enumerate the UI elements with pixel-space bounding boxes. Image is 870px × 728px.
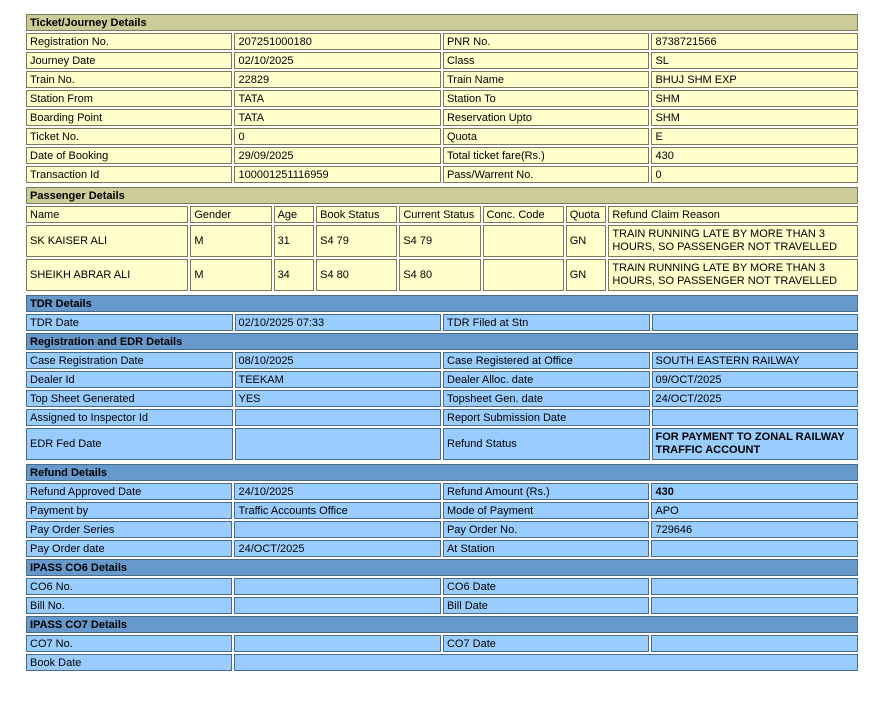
train-name-value: BHUJ SHM EXP	[651, 71, 858, 88]
reservation-upto-label: Reservation Upto	[443, 109, 649, 126]
passenger-current-status: S4 80	[399, 259, 480, 291]
refund-approved-date-value: 24/10/2025	[234, 483, 440, 500]
table-row	[26, 352, 858, 369]
transaction-id-label: Transaction Id	[26, 166, 232, 183]
bill-no-value	[234, 597, 440, 614]
bill-date-label: Bill Date	[443, 597, 649, 614]
refund-section-title: Refund Details	[26, 464, 858, 481]
topsheet-gen-date-label: Topsheet Gen. date	[443, 390, 650, 407]
pay-order-series-label: Pay Order Series	[26, 521, 232, 538]
co7-no-value	[234, 635, 440, 652]
tdr-status-report	[24, 12, 860, 673]
station-from-label: Station From	[26, 90, 232, 107]
table-row	[26, 314, 858, 331]
class-value: SL	[651, 52, 858, 69]
pay-order-date-label: Pay Order date	[26, 540, 232, 557]
pass-warrant-value: 0	[651, 166, 858, 183]
table-row	[26, 502, 858, 519]
table-row	[26, 128, 858, 145]
passenger-conc-code	[483, 259, 564, 291]
refund-approved-date-label: Refund Approved Date	[26, 483, 232, 500]
refund-amount-value: 430	[651, 483, 858, 500]
table-row	[26, 109, 858, 126]
co7-date-label: CO7 Date	[443, 635, 649, 652]
case-registration-date-value: 08/10/2025	[235, 352, 442, 369]
train-no-label: Train No.	[26, 71, 232, 88]
tdr-date-label: TDR Date	[26, 314, 233, 331]
refund-table	[24, 462, 860, 673]
column-header: Refund Claim Reason	[608, 206, 858, 223]
total-fare-value: 430	[651, 147, 858, 164]
passenger-row	[26, 225, 858, 257]
table-row	[26, 409, 858, 426]
table-row	[26, 33, 858, 50]
bill-no-label: Bill No.	[26, 597, 232, 614]
passenger-name: SK KAISER ALI	[26, 225, 188, 257]
ticket-no-value: 0	[234, 128, 440, 145]
station-from-value: TATA	[234, 90, 440, 107]
dealer-id-value: TEEKAM	[235, 371, 442, 388]
passenger-name: SHEIKH ABRAR ALI	[26, 259, 188, 291]
bill-date-value	[651, 597, 858, 614]
boarding-point-value: TATA	[234, 109, 440, 126]
journey-date-label: Journey Date	[26, 52, 232, 69]
transaction-id-value: 100001251116959	[234, 166, 440, 183]
table-row	[26, 390, 858, 407]
co7-no-label: CO7 No.	[26, 635, 232, 652]
table-row	[26, 371, 858, 388]
passenger-quota: GN	[566, 225, 607, 257]
assigned-inspector-label: Assigned to Inspector Id	[26, 409, 233, 426]
table-row	[26, 654, 858, 671]
ticket-section-title: Ticket/Journey Details	[26, 14, 858, 31]
quota-value: E	[651, 128, 858, 145]
payment-by-value: Traffic Accounts Office	[234, 502, 440, 519]
column-header: Name	[26, 206, 188, 223]
dealer-alloc-date-label: Dealer Alloc. date	[443, 371, 650, 388]
station-to-value: SHM	[651, 90, 858, 107]
table-row	[26, 428, 858, 460]
dealer-id-label: Dealer Id	[26, 371, 233, 388]
class-label: Class	[443, 52, 649, 69]
co7-section-title: IPASS CO7 Details	[26, 616, 858, 633]
passenger-book-status: S4 79	[316, 225, 397, 257]
tdr-filed-stn-value	[652, 314, 859, 331]
table-row	[26, 147, 858, 164]
journey-date-value: 02/10/2025	[234, 52, 440, 69]
passenger-quota: GN	[566, 259, 607, 291]
edr-fed-date-value	[235, 428, 442, 460]
pay-order-date-value: 24/OCT/2025	[234, 540, 440, 557]
column-header: Current Status	[399, 206, 480, 223]
case-registration-date-label: Case Registration Date	[26, 352, 233, 369]
table-header-row	[26, 206, 858, 223]
pnr-no-label: PNR No.	[443, 33, 649, 50]
book-date-label: Book Date	[26, 654, 232, 671]
column-header: Book Status	[316, 206, 397, 223]
table-row	[26, 52, 858, 69]
pay-order-no-value: 729646	[651, 521, 858, 538]
passenger-row	[26, 259, 858, 291]
book-date-value	[234, 654, 858, 671]
table-row	[26, 635, 858, 652]
passenger-current-status: S4 79	[399, 225, 480, 257]
column-header: Age	[274, 206, 315, 223]
table-row	[26, 597, 858, 614]
tdr-filed-stn-label: TDR Filed at Stn	[443, 314, 650, 331]
table-row	[26, 540, 858, 557]
co6-section-title: IPASS CO6 Details	[26, 559, 858, 576]
total-fare-label: Total ticket fare(Rs.)	[443, 147, 649, 164]
column-header: Quota	[566, 206, 607, 223]
co7-date-value	[651, 635, 858, 652]
quota-label: Quota	[443, 128, 649, 145]
co6-date-label: CO6 Date	[443, 578, 649, 595]
tdr-edr-table	[24, 293, 860, 462]
passenger-age: 34	[274, 259, 315, 291]
registration-no-label: Registration No.	[26, 33, 232, 50]
tdr-date-value: 02/10/2025 07:33	[235, 314, 442, 331]
pay-order-no-label: Pay Order No.	[443, 521, 649, 538]
table-row	[26, 90, 858, 107]
edr-fed-date-label: EDR Fed Date	[26, 428, 233, 460]
date-of-booking-value: 29/09/2025	[234, 147, 440, 164]
refund-claim-reason: TRAIN RUNNING LATE BY MORE THAN 3 HOURS, SO PASSENGER NOT TRAVELLED	[608, 259, 858, 291]
passenger-table	[24, 185, 860, 293]
passenger-age: 31	[274, 225, 315, 257]
table-row	[26, 71, 858, 88]
refund-claim-reason: TRAIN RUNNING LATE BY MORE THAN 3 HOURS, SO PASSENGER NOT TRAVELLED	[608, 225, 858, 257]
train-no-value: 22829	[234, 71, 440, 88]
tdr-section-title: TDR Details	[26, 295, 858, 312]
refund-status-label: Refund Status	[443, 428, 650, 460]
mode-of-payment-value: APO	[651, 502, 858, 519]
ticket-journey-table	[24, 12, 860, 185]
refund-amount-label: Refund Amount (Rs.)	[443, 483, 649, 500]
co6-no-value	[234, 578, 440, 595]
pass-warrant-label: Pass/Warrent No.	[443, 166, 649, 183]
passenger-conc-code	[483, 225, 564, 257]
co6-date-value	[651, 578, 858, 595]
table-row	[26, 578, 858, 595]
report-submission-date-value	[652, 409, 859, 426]
registration-no-value: 207251000180	[234, 33, 440, 50]
refund-status-value: FOR PAYMENT TO ZONAL RAILWAY TRAFFIC ACCOUNT	[652, 428, 859, 460]
table-row	[26, 521, 858, 538]
boarding-point-label: Boarding Point	[26, 109, 232, 126]
ticket-no-label: Ticket No.	[26, 128, 232, 145]
date-of-booking-label: Date of Booking	[26, 147, 232, 164]
train-name-label: Train Name	[443, 71, 649, 88]
passenger-gender: M	[190, 259, 271, 291]
payment-by-label: Payment by	[26, 502, 232, 519]
table-row	[26, 483, 858, 500]
top-sheet-generated-value: YES	[235, 390, 442, 407]
topsheet-gen-date-value: 24/OCT/2025	[652, 390, 859, 407]
assigned-inspector-value	[235, 409, 442, 426]
dealer-alloc-date-value: 09/OCT/2025	[652, 371, 859, 388]
pnr-no-value: 8738721566	[651, 33, 858, 50]
table-row	[26, 166, 858, 183]
passenger-gender: M	[190, 225, 271, 257]
edr-section-title: Registration and EDR Details	[26, 333, 858, 350]
at-station-value	[651, 540, 858, 557]
mode-of-payment-label: Mode of Payment	[443, 502, 649, 519]
top-sheet-generated-label: Top Sheet Generated	[26, 390, 233, 407]
station-to-label: Station To	[443, 90, 649, 107]
column-header: Conc. Code	[483, 206, 564, 223]
reservation-upto-value: SHM	[651, 109, 858, 126]
passenger-book-status: S4 80	[316, 259, 397, 291]
case-registered-office-value: SOUTH EASTERN RAILWAY	[652, 352, 859, 369]
column-header: Gender	[190, 206, 271, 223]
case-registered-office-label: Case Registered at Office	[443, 352, 650, 369]
at-station-label: At Station	[443, 540, 649, 557]
report-submission-date-label: Report Submission Date	[443, 409, 650, 426]
co6-no-label: CO6 No.	[26, 578, 232, 595]
pay-order-series-value	[234, 521, 440, 538]
passenger-section-title: Passenger Details	[26, 187, 858, 204]
